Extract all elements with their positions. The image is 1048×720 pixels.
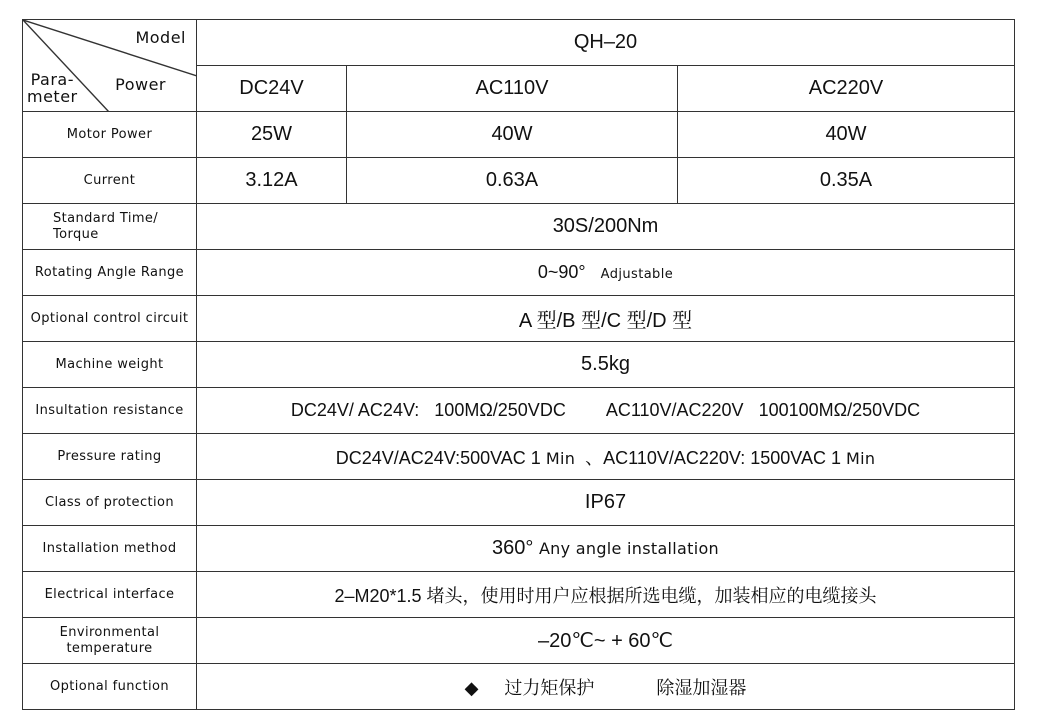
rotating-angle-label: Rotating Angle Range bbox=[23, 250, 197, 296]
spec-table-container bbox=[22, 19, 1015, 710]
insulation-label: Insultation resistance bbox=[23, 388, 197, 434]
installation-cell bbox=[197, 526, 1015, 572]
optional-function-cell bbox=[197, 664, 1015, 710]
optional-function-item-1: 过力矩保护 bbox=[504, 677, 595, 698]
spec-table bbox=[22, 19, 1015, 710]
protection-value: IP67 bbox=[197, 480, 1015, 526]
environment-row bbox=[23, 618, 1015, 664]
standard-time-value: 30S/200Nm bbox=[197, 204, 1015, 250]
corner-power-label: Power bbox=[115, 75, 166, 94]
header-corner-cell bbox=[23, 20, 197, 112]
current-ac220v: 0.35A bbox=[678, 158, 1015, 204]
weight-row bbox=[23, 342, 1015, 388]
corner-model-label: Model bbox=[135, 28, 186, 47]
protection-label: Class of protection bbox=[23, 480, 197, 526]
corner-parameter-line2: meter bbox=[27, 87, 78, 106]
insulation-value-ac: AC110V/AC220V 100100MΩ/250VDC bbox=[605, 400, 921, 420]
optional-function-label: Optional function bbox=[23, 664, 197, 710]
installation-note: Any angle installation bbox=[538, 539, 719, 558]
diamond-bullet-icon: ◆ bbox=[464, 677, 479, 698]
rotating-angle-value: 0~90° bbox=[537, 262, 586, 282]
corner-parameter-label bbox=[27, 71, 78, 105]
motor-power-label: Motor Power bbox=[23, 112, 197, 158]
motor-power-row bbox=[23, 112, 1015, 158]
control-circuit-value: A 型/B 型/C 型/D 型 bbox=[197, 296, 1015, 342]
environment-value: –20℃~ + 60℃ bbox=[197, 618, 1015, 664]
environment-label-line2: temperature bbox=[66, 640, 153, 656]
insulation-value-dc: DC24V/ AC24V: 100MΩ/250VDC bbox=[290, 400, 566, 420]
standard-time-label-line2: Torque bbox=[53, 226, 99, 242]
rotating-angle-row bbox=[23, 250, 1015, 296]
pressure-unit-ac: Min bbox=[846, 448, 876, 468]
current-row bbox=[23, 158, 1015, 204]
pressure-value-dc: DC24V/AC24V:500VAC 1 bbox=[335, 447, 541, 468]
pressure-label: Pressure rating bbox=[23, 434, 197, 480]
weight-value: 5.5kg bbox=[197, 342, 1015, 388]
motor-power-ac220v: 40W bbox=[678, 112, 1015, 158]
installation-label: Installation method bbox=[23, 526, 197, 572]
control-circuit-label: Optional control circuit bbox=[23, 296, 197, 342]
electrical-row bbox=[23, 572, 1015, 618]
standard-time-label-line1: Standard Time/ bbox=[53, 210, 159, 226]
pressure-value-ac: 、AC110V/AC220V: 1500VAC 1 bbox=[585, 447, 841, 468]
electrical-label: Electrical interface bbox=[23, 572, 197, 618]
motor-power-dc24v: 25W bbox=[197, 112, 347, 158]
rotating-angle-note: Adjustable bbox=[600, 267, 674, 282]
motor-power-ac110v: 40W bbox=[347, 112, 678, 158]
optional-function-item-2: 除湿加湿器 bbox=[656, 677, 747, 698]
electrical-value: 2–M20*1.5 堵头，使用时用户应根据所选电缆，加装相应的电缆接头 bbox=[197, 572, 1015, 618]
current-dc24v: 3.12A bbox=[197, 158, 347, 204]
insulation-cell bbox=[197, 388, 1015, 434]
optional-function-row bbox=[23, 664, 1015, 710]
voltage-ac110v: AC110V bbox=[347, 66, 678, 112]
standard-time-row bbox=[23, 204, 1015, 250]
model-value: QH–20 bbox=[197, 20, 1015, 66]
installation-row bbox=[23, 526, 1015, 572]
environment-label bbox=[23, 618, 197, 664]
current-ac110v: 0.63A bbox=[347, 158, 678, 204]
rotating-angle-cell bbox=[197, 250, 1015, 296]
protection-row bbox=[23, 480, 1015, 526]
standard-time-label bbox=[23, 204, 197, 250]
pressure-row bbox=[23, 434, 1015, 480]
pressure-cell bbox=[197, 434, 1015, 480]
installation-value: 360° bbox=[492, 537, 534, 559]
weight-label: Machine weight bbox=[23, 342, 197, 388]
current-label: Current bbox=[23, 158, 197, 204]
insulation-row bbox=[23, 388, 1015, 434]
environment-label-line1: Environmental bbox=[59, 624, 160, 640]
corner-parameter-line1: Para- bbox=[30, 70, 74, 89]
voltage-dc24v: DC24V bbox=[197, 66, 347, 112]
model-row bbox=[23, 20, 1015, 66]
voltage-ac220v: AC220V bbox=[678, 66, 1015, 112]
pressure-unit-dc: Min bbox=[545, 448, 576, 468]
control-circuit-row bbox=[23, 296, 1015, 342]
